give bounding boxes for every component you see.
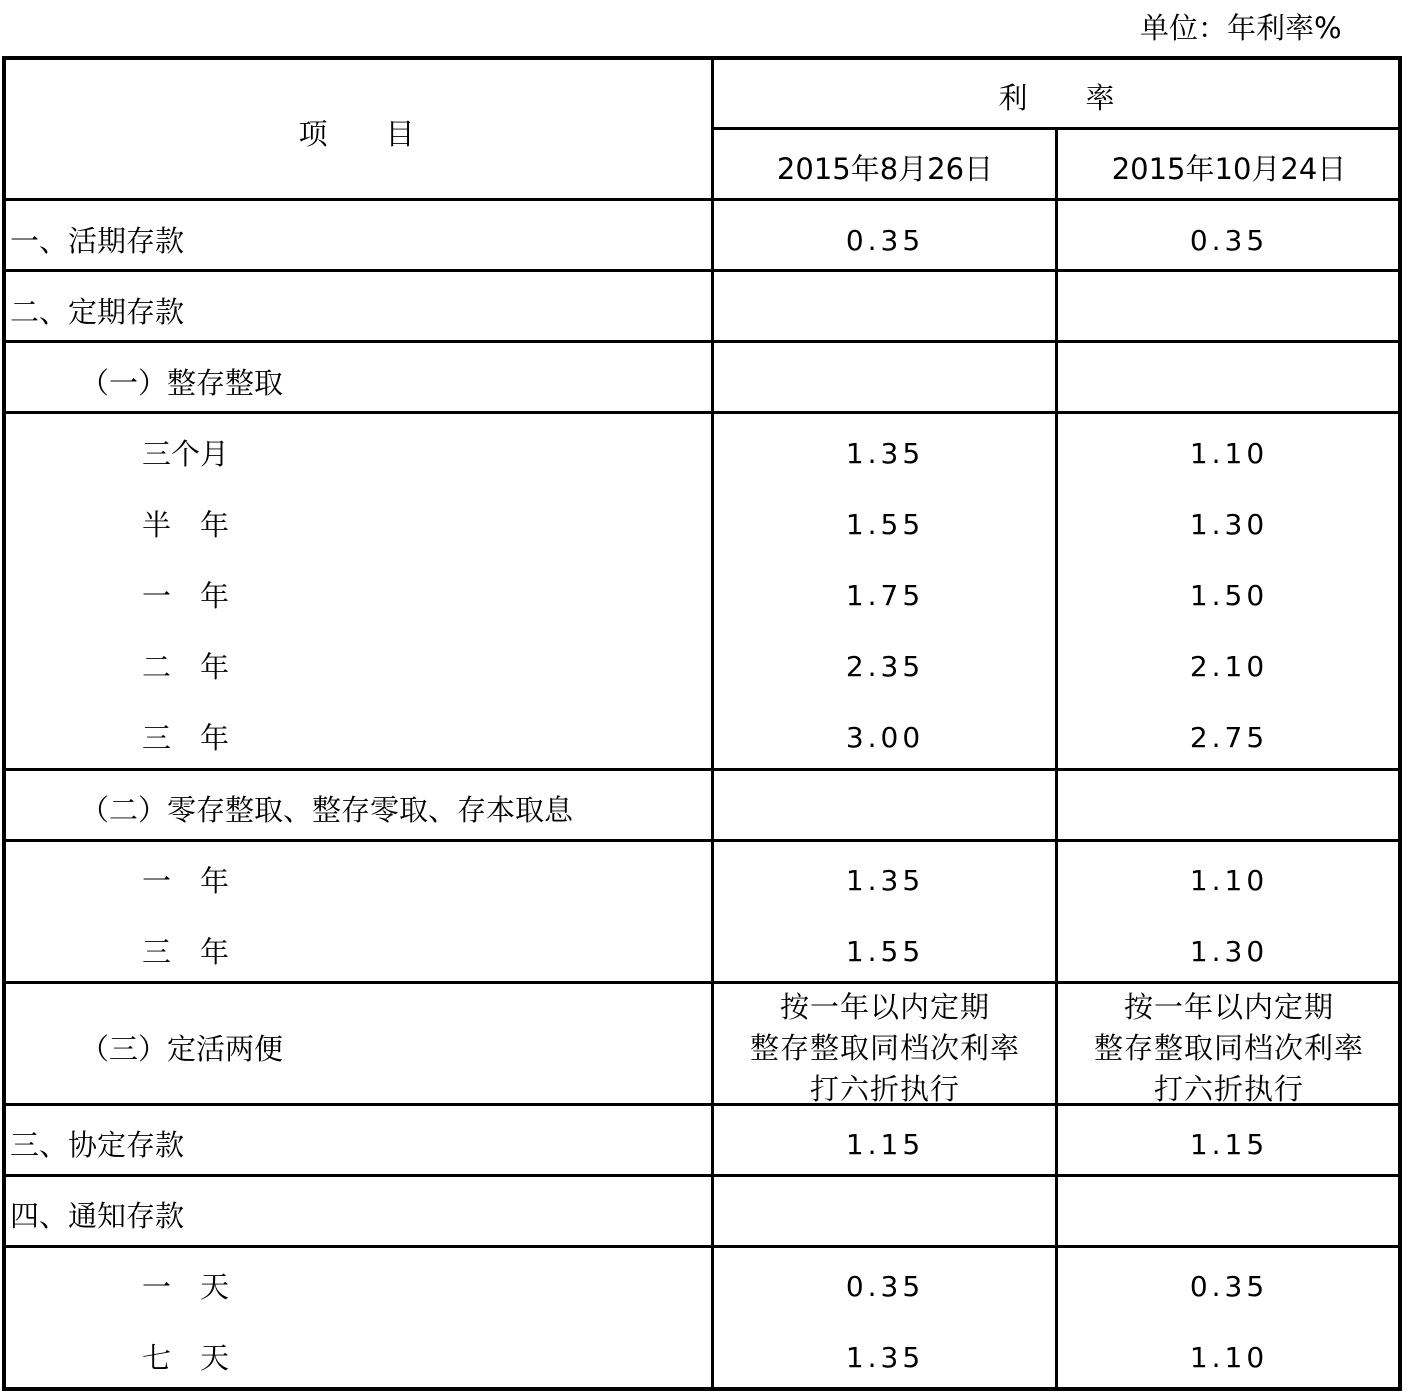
rate-notice-1d-aug: 0.35: [845, 1270, 925, 1303]
row-rule: [2, 1174, 1402, 1177]
row-label-flex: （三）定活两便: [80, 1032, 284, 1066]
rate-lump-2y-oct: 2.10: [1189, 650, 1269, 683]
rate-agreement-aug: 1.15: [845, 1128, 925, 1161]
rate-agreement-oct: 1.15: [1189, 1128, 1269, 1161]
row-rule: [2, 981, 1402, 984]
column-rule-2: [1055, 127, 1058, 1391]
row-label-time: 二、定期存款: [10, 295, 185, 329]
row-label-lump-1y: 一 年: [142, 579, 230, 613]
header-rate: 利 率: [998, 81, 1115, 115]
rate-flex-oct-line: 整存整取同档次利率: [1093, 1031, 1364, 1065]
row-label-zero-1y: 一 年: [142, 864, 230, 898]
rate-lump-3m-aug: 1.35: [845, 437, 925, 470]
row-rule: [2, 768, 1402, 771]
rate-flex-oct: [1057, 987, 1401, 1110]
row-label-lump-3y: 三 年: [142, 721, 230, 755]
rate-lump-6m-oct: 1.30: [1189, 508, 1269, 541]
row-label-lump: （一）整存整取: [80, 366, 284, 400]
rate-lump-3y-aug: 3.00: [845, 721, 925, 754]
row-label-lump-3m: 三个月: [142, 437, 230, 471]
rate-zero-3y-oct: 1.30: [1189, 935, 1269, 968]
unit-label: 单位：年利率%: [1140, 11, 1342, 45]
rate-notice-7d-oct: 1.10: [1189, 1341, 1269, 1374]
rate-lump-2y-aug: 2.35: [845, 650, 925, 683]
rate-lump-3y-oct: 2.75: [1189, 721, 1269, 754]
row-rule: [2, 198, 1402, 201]
rate-flex-oct-line: 按一年以内定期: [1123, 990, 1334, 1024]
rate-notice-1d-oct: 0.35: [1189, 1270, 1269, 1303]
rate-lump-6m-aug: 1.55: [845, 508, 925, 541]
table-border-top: [2, 56, 1402, 60]
rate-zero-3y-aug: 1.55: [845, 935, 925, 968]
row-rule: [2, 269, 1402, 272]
header-date-1: 2015年8月26日: [776, 152, 994, 186]
rate-zero-1y-oct: 1.10: [1189, 864, 1269, 897]
header-item: 项 目: [298, 117, 415, 151]
row-rule: [2, 839, 1402, 842]
row-label-notice-7d: 七 天: [142, 1341, 230, 1375]
rate-flex-aug-line: 按一年以内定期: [779, 990, 990, 1024]
row-label-zero: （二）零存整取、整存零取、存本取息: [80, 793, 574, 827]
rate-flex-aug-line: 打六折执行: [809, 1072, 960, 1106]
rate-flex-aug: [713, 987, 1057, 1110]
rate-lump-1y-oct: 1.50: [1189, 579, 1269, 612]
rate-lump-3m-oct: 1.10: [1189, 437, 1269, 470]
row-rule: [2, 1245, 1402, 1248]
row-label-zero-3y: 三 年: [142, 935, 230, 969]
rate-notice-7d-aug: 1.35: [845, 1341, 925, 1374]
row-label-demand: 一、活期存款: [10, 224, 185, 258]
row-label-agreement: 三、协定存款: [10, 1128, 185, 1162]
rate-zero-1y-aug: 1.35: [845, 864, 925, 897]
row-label-notice: 四、通知存款: [10, 1199, 185, 1233]
row-label-lump-2y: 二 年: [142, 650, 230, 684]
row-label-notice-1d: 一 天: [142, 1270, 230, 1304]
rate-demand-oct: 0.35: [1189, 224, 1269, 257]
rate-flex-aug-line: 整存整取同档次利率: [749, 1031, 1020, 1065]
row-label-lump-6m: 半 年: [142, 508, 230, 542]
rate-demand-aug: 0.35: [845, 224, 925, 257]
rate-lump-1y-aug: 1.75: [845, 579, 925, 612]
table-border-bottom: [2, 1387, 1402, 1391]
rate-flex-oct-line: 打六折执行: [1153, 1072, 1304, 1106]
header-date-2: 2015年10月24日: [1111, 152, 1347, 186]
table-border-left: [2, 56, 6, 1391]
row-rule: [2, 411, 1402, 414]
row-rule: [2, 340, 1402, 343]
